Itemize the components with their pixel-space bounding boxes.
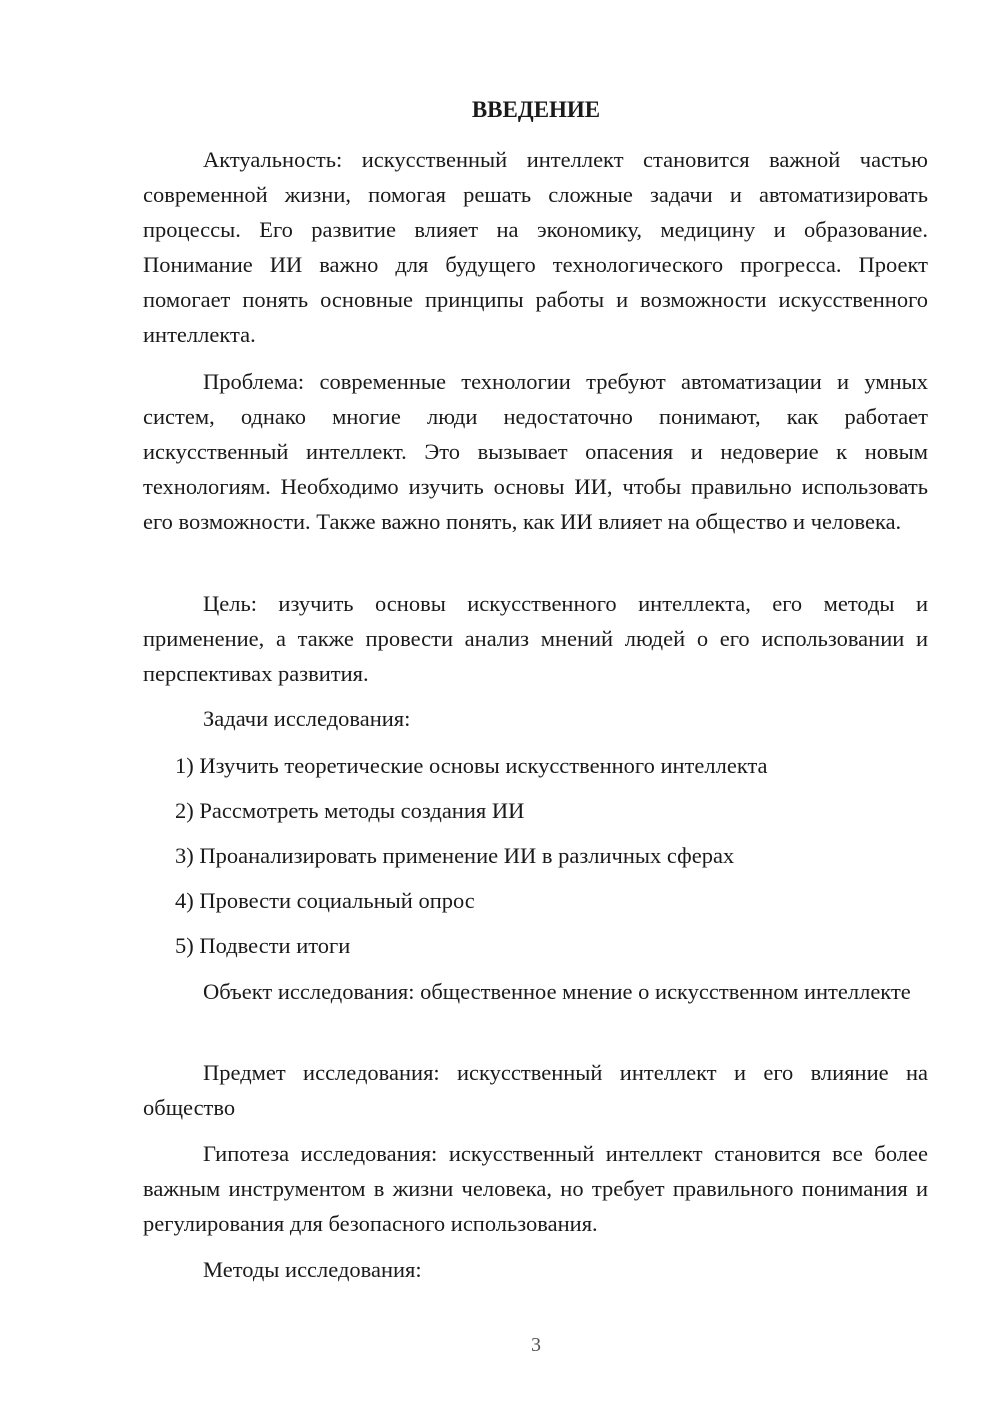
task-item: 2) Рассмотреть методы создания ИИ xyxy=(175,798,525,823)
tasks-heading: Задачи исследования: xyxy=(203,706,411,731)
goal-paragraph: Цель: изучить основы искусственного интеллекта, его методы и применение, а также провести анализ мнений людей о его использовании и перспективах развития. xyxy=(143,591,928,686)
subject-paragraph: Предмет исследования: искусственный интеллект и его влияние на общество xyxy=(143,1060,928,1120)
problem-paragraph: Проблема: современные технологии требуют автоматизации и умных систем, однако многие люди недостаточно понимают, как работает искусственный интеллект. Это вызывает опасения и недоверие к новым технологиям. Необходимо изучить основы ИИ, чтобы правильно использовать его возможности. Также важно понять, как ИИ влияет на общество и человека. xyxy=(143,369,928,534)
task-item: 1) Изучить теоретические основы искусственного интеллекта xyxy=(175,753,768,778)
object-paragraph: Объект исследования: общественное мнение о искусственном интеллекте xyxy=(203,979,911,1004)
page-title: ВВЕДЕНИЕ xyxy=(471,97,601,122)
page-number: 3 xyxy=(531,1334,541,1356)
task-item: 3) Проанализировать применение ИИ в различных сферах xyxy=(175,843,735,868)
task-item: 5) Подвести итоги xyxy=(175,933,351,958)
methods-heading: Методы исследования: xyxy=(203,1257,422,1282)
task-item: 4) Провести социальный опрос xyxy=(175,888,475,913)
relevance-paragraph: Актуальность: искусственный интеллект становится важной частью современной жизни, помогая решать сложные задачи и автоматизировать процессы. Его развитие влияет на экономику, медицину и образование. Понимание ИИ важно для будущего технологического прогресса. Проект помогает понять основные принципы работы и возможности искусственного интеллекта. xyxy=(143,147,928,347)
hypothesis-paragraph: Гипотеза исследования: искусственный интеллект становится все более важным инструментом в жизни человека, но требует правильного понимания и регулирования для безопасного использования. xyxy=(143,1141,928,1236)
